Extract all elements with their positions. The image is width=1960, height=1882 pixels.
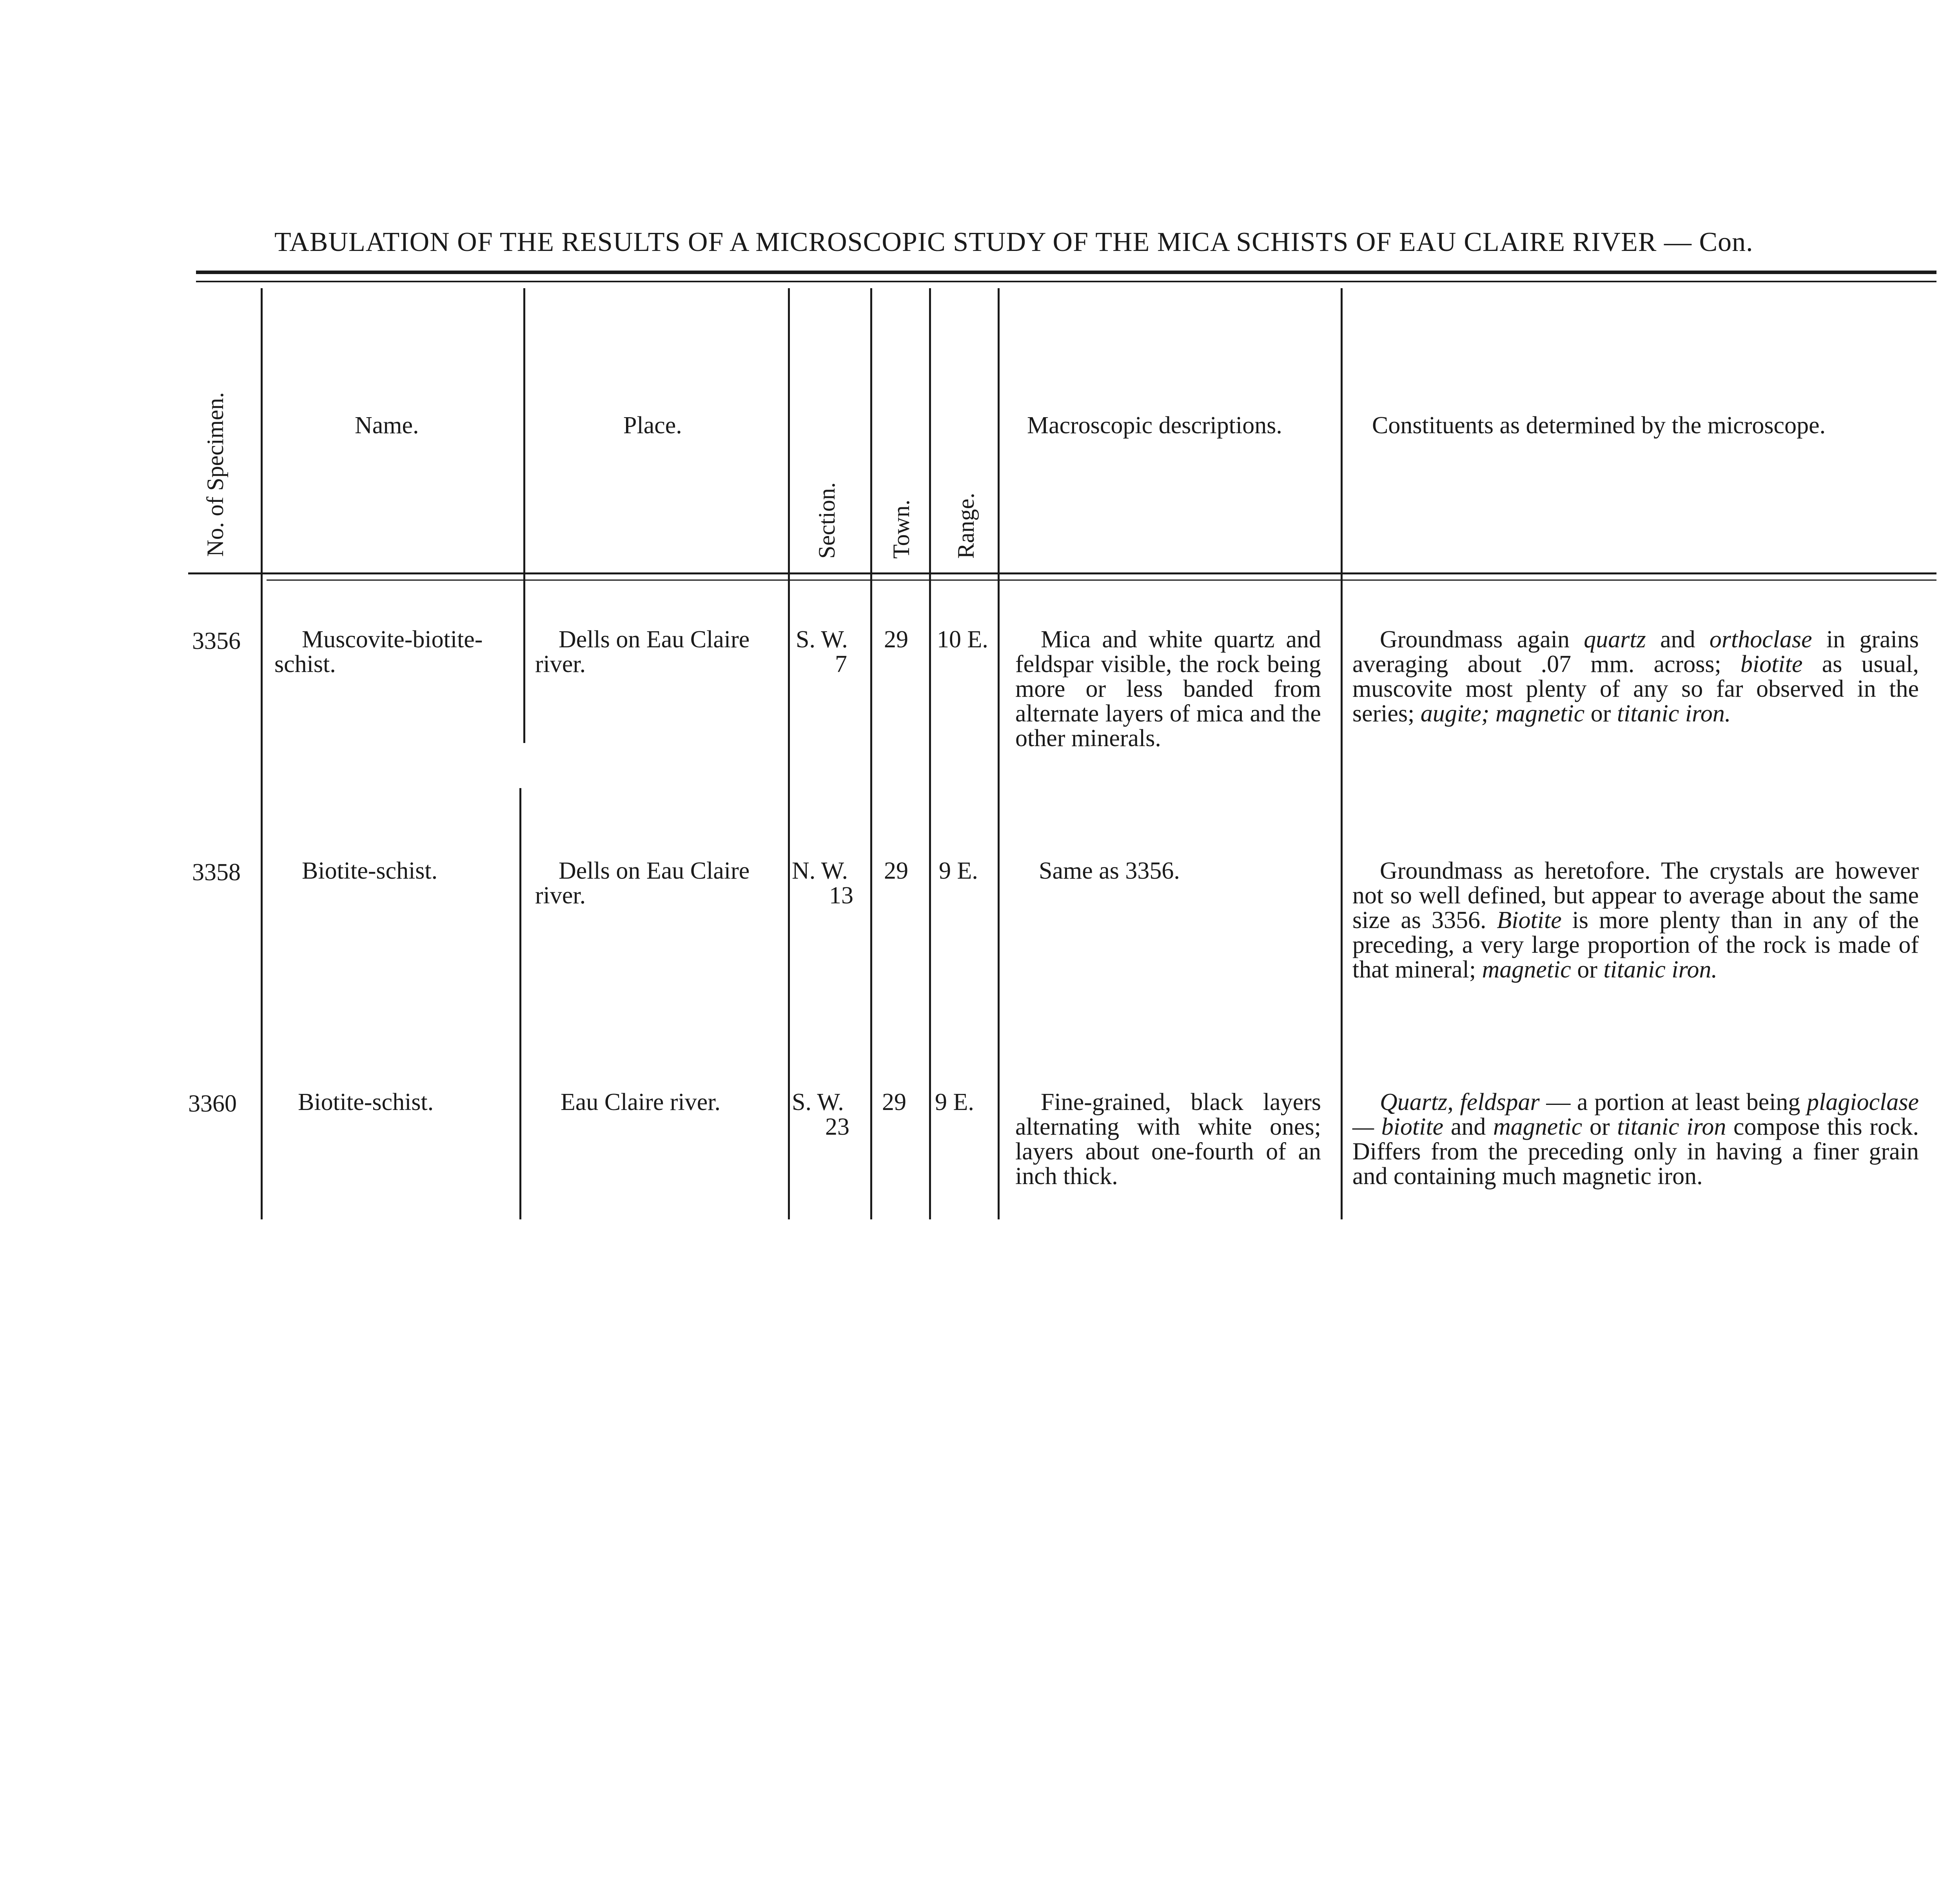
column-divider (929, 288, 931, 1219)
header-name: Name. (355, 412, 419, 439)
microscopic-constituents: Groundmass as heretofore. The crystals are however not so well defined, but appear to average about the same size as 3356. Biotite is more plenty than in any of the preceding, a very large proportion of the rock is made of that mineral; magnetic or titanic iron. (1352, 857, 1919, 983)
table-title: TABULATION OF THE RESULTS OF A MICROSCOPIC STUDY OF THE MICA SCHISTS OF EAU CLAIRE RIVER — Con. (274, 227, 1753, 257)
town: 29 (884, 626, 908, 653)
section-number: 13 (829, 882, 853, 909)
header-macroscopic: Macroscopic descriptions. (1027, 412, 1282, 439)
section-number: 7 (835, 651, 847, 678)
range: 9 E. (939, 857, 978, 884)
microscopic-constituents: Groundmass again quartz and orthoclase in grains averaging about .07 mm. across; biotite as usual, muscovite most plenty of any so far observed in the series; augite; magnetic or titanic iron. (1352, 626, 1919, 727)
column-divider (1341, 288, 1343, 1219)
range: 10 E. (937, 626, 988, 653)
specimen-number: 3360 (188, 1090, 237, 1117)
section-direction: S. W. (792, 1089, 844, 1115)
column-divider (261, 288, 263, 1219)
top-rule-thin (196, 281, 1936, 282)
column-divider (870, 288, 872, 1219)
header-section: Section. (814, 482, 840, 559)
specimen-name: Muscovite-biotite-schist. (274, 626, 483, 678)
range: 9 E. (935, 1089, 974, 1115)
header-rule-lower (267, 579, 1936, 581)
specimen-name: Biotite-schist. (302, 857, 438, 884)
microscopic-constituents: Quartz, feldspar — a portion at least being plagioclase — biotite and magnetic or titanic iron compose this rock. Differs from the preceding only in having a finer grain and containing much magnetic iron. (1352, 1089, 1919, 1190)
header-place: Place. (623, 412, 682, 439)
town: 29 (884, 857, 908, 884)
section-direction: S. W. (796, 626, 848, 653)
macroscopic-description: Mica and white quartz and feldspar visible, the rock being more or less banded from alternate layers of mica and the other minerals. (1015, 626, 1321, 752)
header-range: Range. (953, 492, 979, 559)
specimen-number: 3356 (192, 628, 241, 654)
macroscopic-description: Same as 3356. (1039, 857, 1180, 884)
top-rule-thick (196, 271, 1936, 274)
specimen-place: Eau Claire river. (561, 1089, 720, 1115)
column-divider (998, 288, 1000, 1219)
column-divider (523, 288, 525, 743)
header-specimen: No. of Specimen. (202, 392, 228, 557)
specimen-place: Dells on Eau Claire river. (535, 626, 750, 678)
specimen-name: Biotite-schist. (298, 1089, 434, 1115)
header-microscopic: Constituents as determined by the microscope. (1372, 412, 1826, 439)
section-number: 23 (825, 1114, 849, 1140)
specimen-place: Dells on Eau Claire river. (535, 857, 750, 909)
header-rule (188, 572, 1936, 574)
specimen-number: 3358 (192, 859, 241, 886)
section-direction: N. W. (792, 857, 848, 884)
macroscopic-description: Fine-grained, black layers alternating with white ones; layers about one-fourth of an inch thick. (1015, 1089, 1321, 1190)
town: 29 (882, 1089, 906, 1115)
column-divider (519, 788, 521, 1219)
column-divider (788, 288, 790, 1219)
header-town: Town. (888, 500, 914, 559)
